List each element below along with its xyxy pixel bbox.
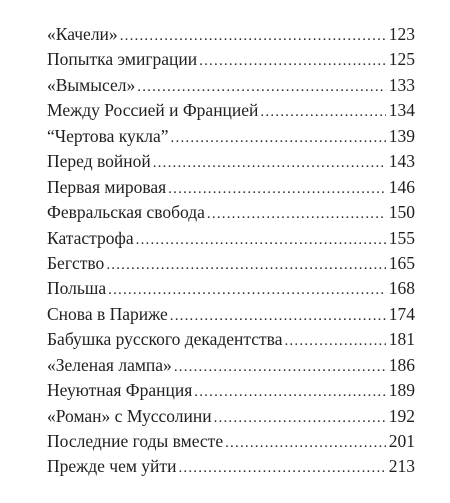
toc-entry-page-number: 213 xyxy=(388,456,415,477)
toc-entry-title: Катастрофа xyxy=(47,227,134,248)
dot-leader xyxy=(137,79,386,96)
dot-leader xyxy=(170,308,386,325)
toc-entry-page-number: 168 xyxy=(388,278,415,299)
toc-entry xyxy=(47,228,415,253)
toc-entry xyxy=(47,304,415,329)
dot-leader xyxy=(120,28,386,45)
toc-entry xyxy=(47,177,415,202)
toc-entry-title: Бабушка русского декадентства xyxy=(47,329,283,350)
toc-entry xyxy=(47,49,415,74)
toc-entry-page-number: 155 xyxy=(388,227,415,248)
toc-entry-page-number: 150 xyxy=(388,202,415,223)
toc-entry-page-number: 174 xyxy=(388,303,415,324)
toc-entry-title: Между Россией и Францией xyxy=(47,100,259,121)
toc-entry-page-number: 134 xyxy=(388,100,415,121)
dot-leader xyxy=(194,384,385,401)
toc-entry xyxy=(47,355,415,380)
toc-entry-page-number: 146 xyxy=(388,176,415,197)
dot-leader xyxy=(171,130,386,147)
toc-entry-title: Попытка эмиграции xyxy=(47,49,198,70)
dot-leader xyxy=(168,181,386,198)
dot-leader xyxy=(153,155,386,172)
toc-entry-title: Снова в Париже xyxy=(47,303,168,324)
toc-entry-title: Бегство xyxy=(47,252,105,273)
toc-entry-title: Неуютная Франция xyxy=(47,380,193,401)
toc-entry xyxy=(47,75,415,100)
dot-leader xyxy=(178,460,385,477)
toc-entry-page-number: 165 xyxy=(388,252,415,273)
dot-leader xyxy=(260,104,385,121)
toc-entry-title: «Вымысел» xyxy=(47,74,136,95)
dot-leader xyxy=(207,206,386,223)
toc-entry xyxy=(47,126,415,151)
toc-entry xyxy=(47,24,415,49)
toc-entry-title: “Чертова кукла” xyxy=(47,125,169,146)
toc-entry-page-number: 201 xyxy=(388,431,415,451)
toc-entry xyxy=(47,329,415,354)
toc-entry-title: Февральская свобода xyxy=(47,202,205,223)
toc-entry xyxy=(47,100,415,125)
toc-entry xyxy=(47,253,415,278)
toc-entry xyxy=(47,278,415,303)
dot-leader xyxy=(214,410,386,427)
toc-entry-page-number: 133 xyxy=(388,74,415,95)
toc-entry-page-number: 139 xyxy=(388,125,415,146)
toc-entry-title: Перед войной xyxy=(47,151,151,172)
dot-leader xyxy=(136,232,386,249)
toc-entry-title: Польша xyxy=(47,278,107,299)
toc-entry-title: «Качели» xyxy=(47,24,118,44)
toc-entry xyxy=(47,151,415,176)
toc-entry xyxy=(47,431,415,456)
toc-entry-title: Прежде чем уйти xyxy=(47,456,177,477)
toc-entry xyxy=(47,456,415,481)
toc-entry xyxy=(47,202,415,227)
toc-entry-title: Первая мировая xyxy=(47,176,167,197)
toc-entry-page-number: 123 xyxy=(388,24,415,44)
toc-entry-page-number: 181 xyxy=(388,329,415,350)
toc-entry-title: Последние годы вместе xyxy=(47,431,224,451)
dot-leader xyxy=(199,53,386,70)
table-of-contents xyxy=(47,24,415,482)
dot-leader xyxy=(174,359,386,376)
toc-entry xyxy=(47,406,415,431)
toc-entry xyxy=(47,380,415,405)
toc-entry-page-number: 189 xyxy=(388,380,415,401)
toc-entry-page-number: 125 xyxy=(388,49,415,70)
toc-entry-page-number: 143 xyxy=(388,151,415,172)
dot-leader xyxy=(284,333,385,350)
toc-entry-page-number: 186 xyxy=(388,354,415,375)
toc-entry-page-number: 192 xyxy=(388,405,415,426)
toc-entry-title: «Роман» с Муссолини xyxy=(47,405,212,426)
dot-leader xyxy=(106,257,385,274)
toc-entry-title: «Зеленая лампа» xyxy=(47,354,172,375)
dot-leader xyxy=(225,435,386,452)
dot-leader xyxy=(108,282,386,299)
